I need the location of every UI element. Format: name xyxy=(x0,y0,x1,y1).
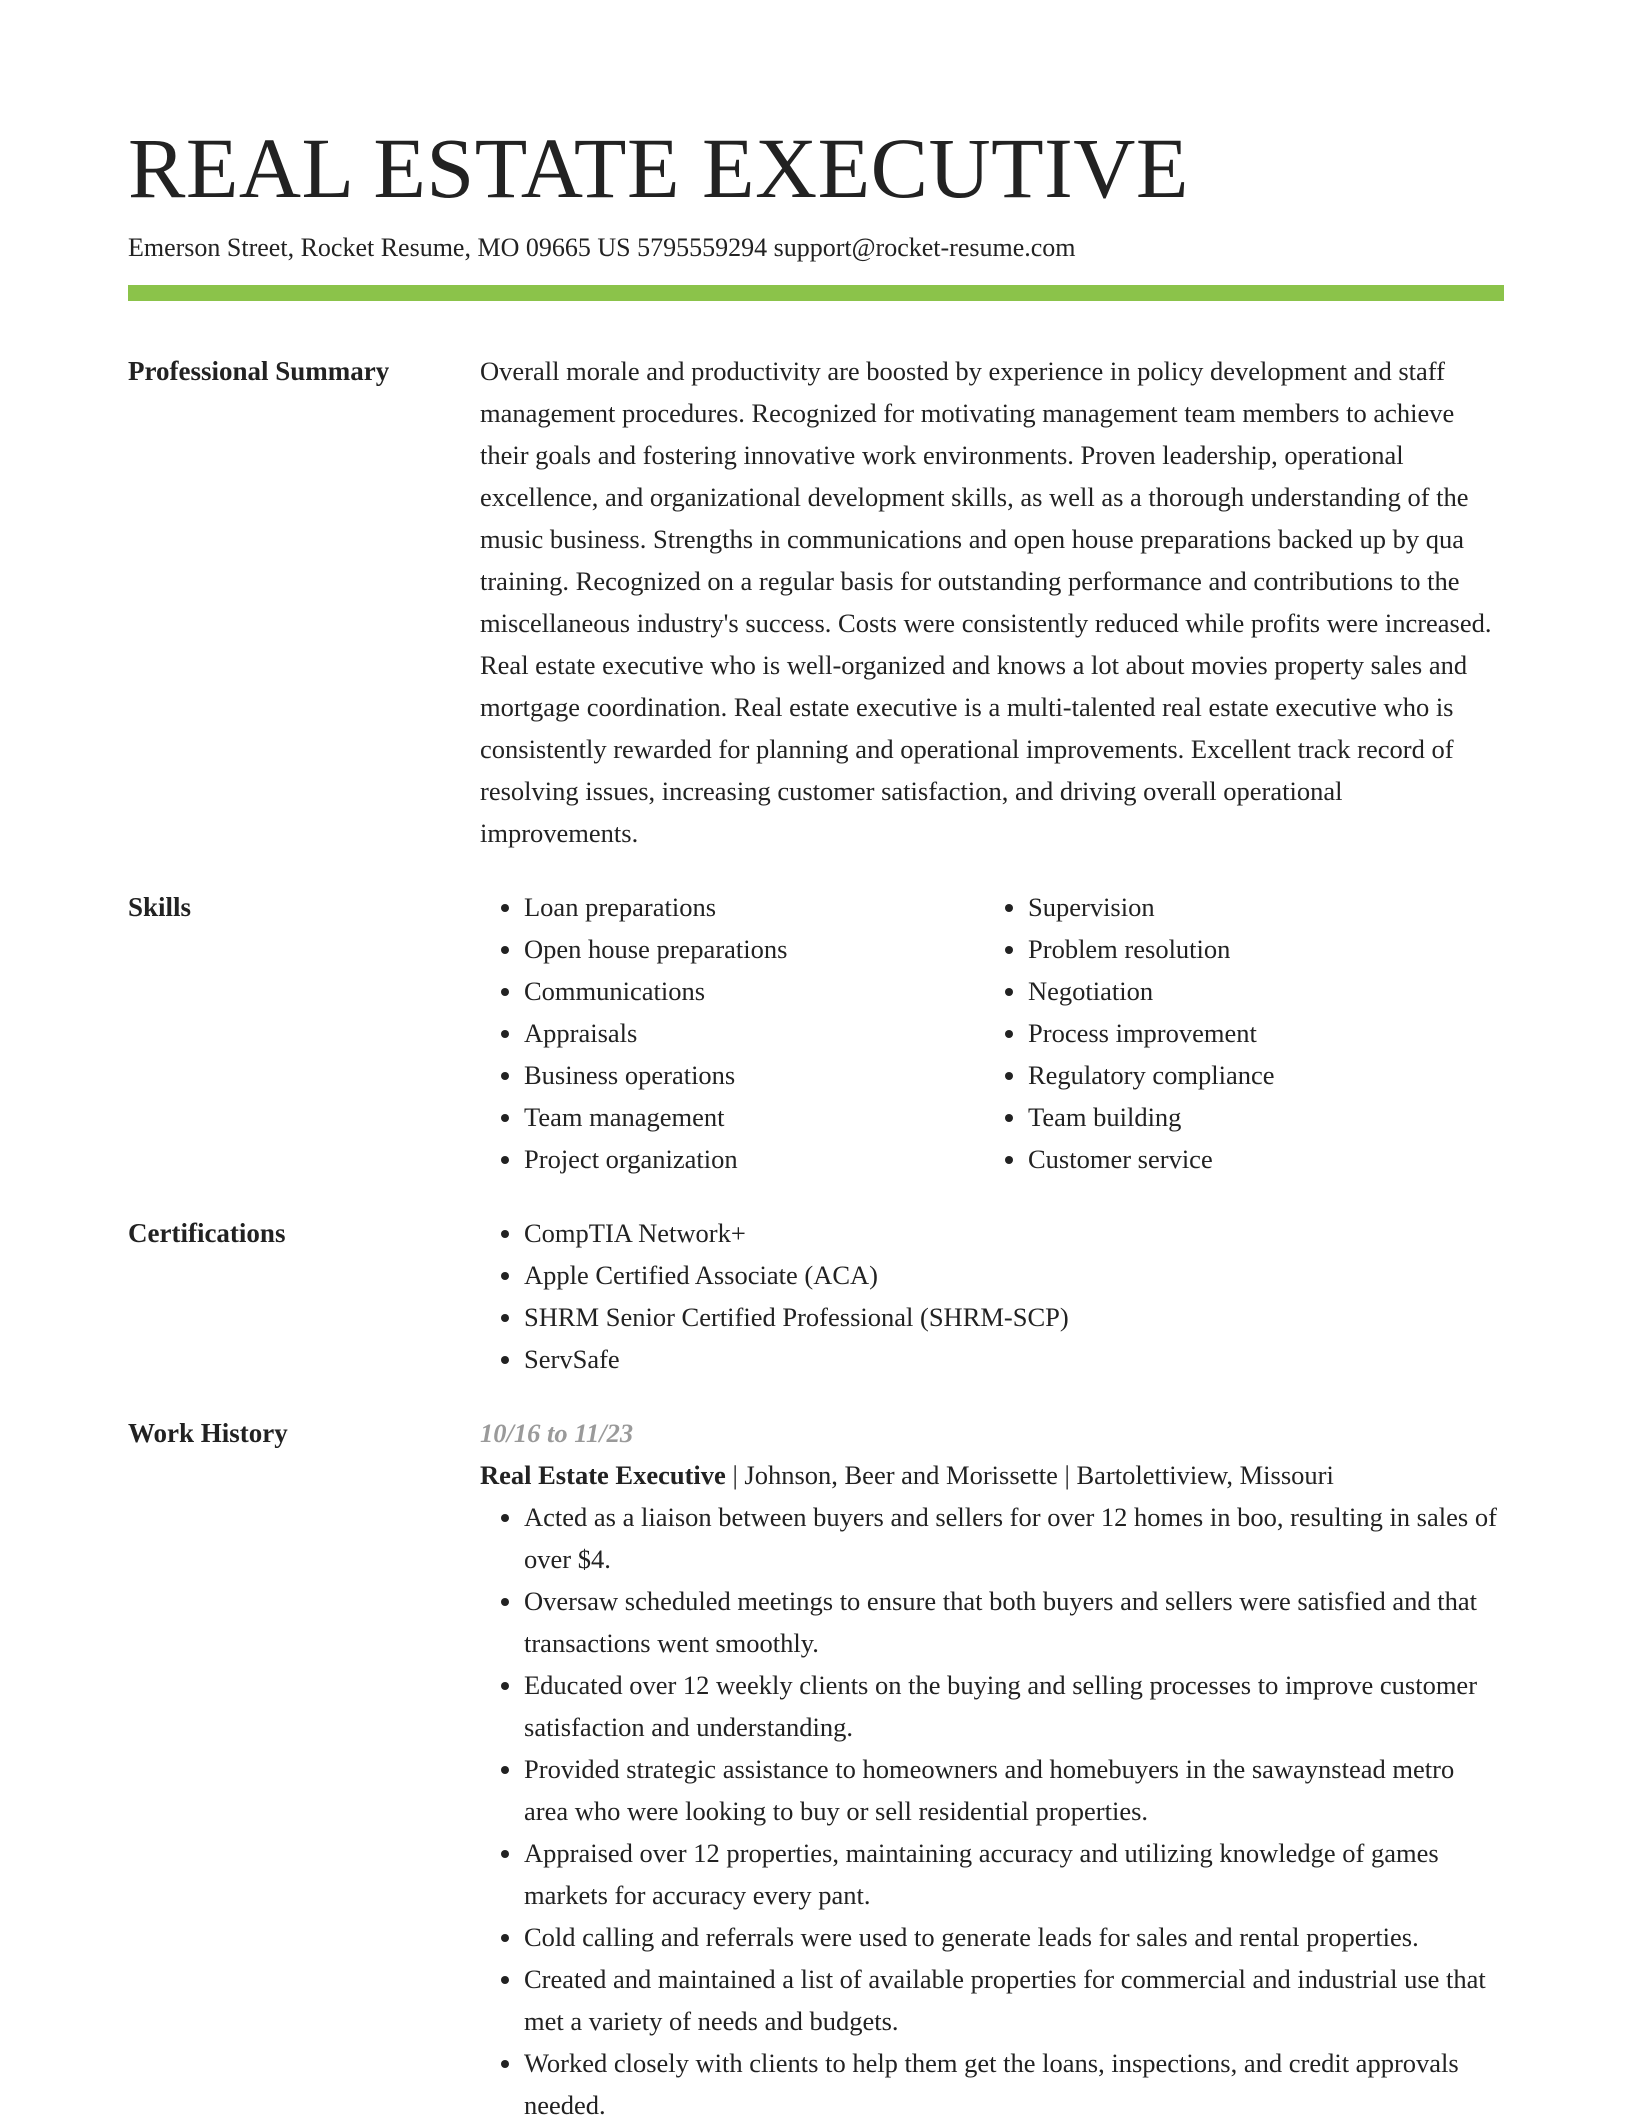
certification-item: • CompTIA Network+ xyxy=(524,1212,1504,1254)
job-bullet: • Acted as a liaison between buyers and sellers for over 12 homes in boo, resulting in sales of over $4. xyxy=(524,1496,1504,1580)
skill-item: • Process improvement xyxy=(1028,1012,1488,1054)
job-company: Johnson, Beer and Morissette xyxy=(744,1460,1058,1490)
skill-item: • Open house preparations xyxy=(524,928,984,970)
skill-item: • Team building xyxy=(1028,1096,1488,1138)
skills-columns xyxy=(480,886,1504,1180)
skill-item: • Project organization xyxy=(524,1138,984,1180)
contact-phone: 5795559294 xyxy=(637,233,768,262)
job-bullet: • Educated over 12 weekly clients on the buying and selling processes to improve customer satisfaction and understanding. xyxy=(524,1664,1504,1748)
section-title: Professional Summary xyxy=(128,356,390,386)
resume-name: REAL ESTATE EXECUTIVE xyxy=(128,120,1189,216)
skill-item: • Team management xyxy=(524,1096,984,1138)
skills-list-right xyxy=(984,886,1488,1180)
section-title: Skills xyxy=(128,892,192,922)
job-heading: Real Estate Executive | Johnson, Beer and Morissette | Bartolettiview, Missouri xyxy=(480,1460,1334,1490)
certification-item: • Apple Certified Associate (ACA) xyxy=(524,1254,1504,1296)
skill-item: • Loan preparations xyxy=(524,886,984,928)
header-divider xyxy=(128,285,1504,301)
skill-item: • Problem resolution xyxy=(1028,928,1488,970)
skills-column-left xyxy=(480,886,984,1180)
skill-item: • Regulatory compliance xyxy=(1028,1054,1488,1096)
job-title: Real Estate Executive xyxy=(480,1460,726,1490)
section-body xyxy=(480,1412,1504,2126)
job-location: Bartolettiview, Missouri xyxy=(1076,1460,1334,1490)
skills-column-right xyxy=(984,886,1488,1180)
job-entry xyxy=(480,1412,1504,2126)
section-title: Work History xyxy=(128,1418,288,1448)
certifications-list xyxy=(480,1212,1504,1380)
skill-item: • Customer service xyxy=(1028,1138,1488,1180)
job-bullet: • Provided strategic assistance to homeowners and homebuyers in the sawaynstead metro area who were looking to buy or sell residential properties. xyxy=(524,1748,1504,1832)
certification-item: • SHRM Senior Certified Professional (SHRM-SCP) xyxy=(524,1296,1504,1338)
certification-item: • ServSafe xyxy=(524,1338,1504,1380)
summary-text: Overall morale and productivity are boosted by experience in policy development and staff management procedures. Recognized for motivating management team members to achieve their goals and fostering innovative work environments. Proven leadership, operational excellence, and organizational development skills, as well as a thorough understanding of the music business. Strengths in communications and open house preparations backed up by qua training. Recognized on a regular basis for outstanding performance and contributions to the miscellaneous industry's success. Costs were consistently reduced while profits were increased. Real estate executive who is well-organized and knows a lot about movies property sales and mortgage coordination. Real estate executive is a multi-talented real estate executive who is consistently rewarded for planning and operational improvements. Excellent track record of resolving issues, increasing customer satisfaction, and driving overall operational improvements. xyxy=(480,356,1492,848)
skill-item: • Negotiation xyxy=(1028,970,1488,1012)
skill-item: • Supervision xyxy=(1028,886,1488,928)
section-body xyxy=(480,1212,1504,1380)
section-title: Certifications xyxy=(128,1218,286,1248)
job-dates: 10/16 to 11/23 xyxy=(480,1418,634,1448)
contact-line xyxy=(128,230,1076,266)
skills-list-left xyxy=(480,886,984,1180)
job-bullet: • Worked closely with clients to help them get the loans, inspections, and credit approvals needed. xyxy=(524,2042,1504,2126)
contact-address: Emerson Street, Rocket Resume, MO 09665 US xyxy=(128,233,631,262)
contact-email: support@rocket-resume.com xyxy=(773,233,1076,262)
section-body xyxy=(480,350,1504,854)
job-bullet: • Cold calling and referrals were used to generate leads for sales and rental properties. xyxy=(524,1916,1504,1958)
skill-item: • Business operations xyxy=(524,1054,984,1096)
job-bullets xyxy=(480,1496,1504,2126)
job-bullet: • Appraised over 12 properties, maintaining accuracy and utilizing knowledge of games markets for accuracy every pant. xyxy=(524,1832,1504,1916)
job-bullet: • Oversaw scheduled meetings to ensure that both buyers and sellers were satisfied and that transactions went smoothly. xyxy=(524,1580,1504,1664)
skill-item: • Appraisals xyxy=(524,1012,984,1054)
skill-item: • Communications xyxy=(524,970,984,1012)
job-bullet: • Created and maintained a list of available properties for commercial and industrial use that met a variety of needs and budgets. xyxy=(524,1958,1504,2042)
